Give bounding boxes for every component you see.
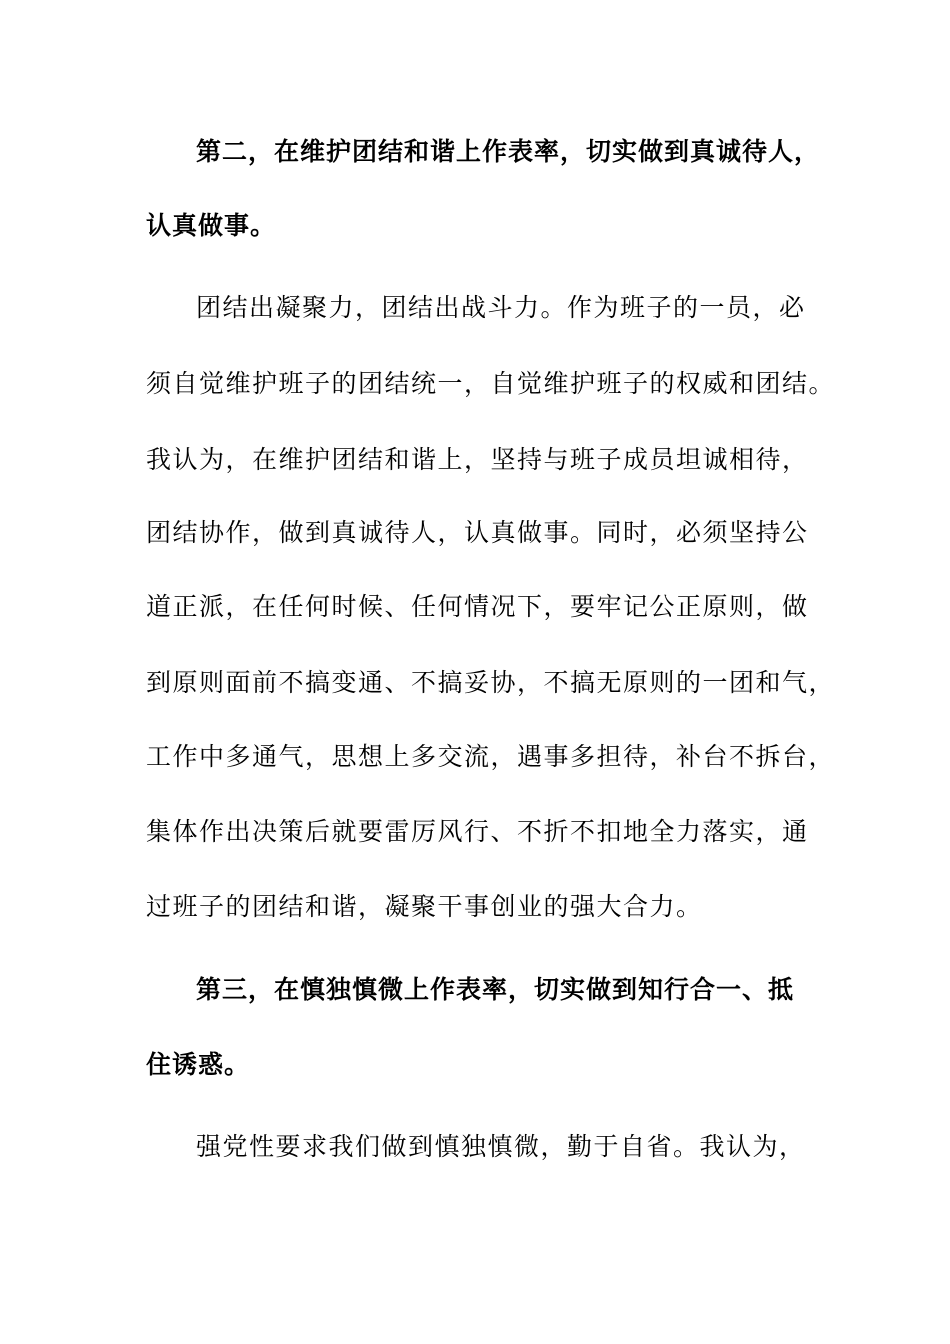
body-text-line: 集体作出决策后就要雷厉风行、不折不扣地全力落实，通 xyxy=(146,817,809,846)
body-text-line: 我认为，在维护团结和谐上，坚持与班子成员坦诚相待， xyxy=(146,445,809,474)
section-heading-line: 认真做事。 xyxy=(146,211,277,240)
body-text-line: 团结协作，做到真诚待人，认真做事。同时，必须坚持公 xyxy=(146,518,809,547)
section-heading-line: 住诱惑。 xyxy=(146,1050,251,1079)
body-text-line: 工作中多通气，思想上多交流，遇事多担待，补台不拆台， xyxy=(146,742,836,771)
body-text-line: 须自觉维护班子的团结统一，自觉维护班子的权威和团结。 xyxy=(146,369,836,398)
body-text-line: 过班子的团结和谐，凝聚干事创业的强大合力。 xyxy=(146,892,703,921)
section-heading-line: 第三，在慎独慎微上作表率，切实做到知行合一、抵 xyxy=(196,975,795,1004)
body-text-line: 团结出凝聚力，团结出战斗力。作为班子的一员，必 xyxy=(196,293,806,322)
body-text-line: 到原则面前不搞变通、不搞妥协，不搞无原则的一团和气， xyxy=(146,668,836,697)
body-text-line: 道正派，在任何时候、任何情况下，要牢记公正原则，做 xyxy=(146,592,809,621)
section-heading-line: 第二，在维护团结和谐上作表率，切实做到真诚待人， xyxy=(196,137,821,166)
body-text-line: 强党性要求我们做到慎独慎微，勤于自省。我认为， xyxy=(196,1132,806,1161)
